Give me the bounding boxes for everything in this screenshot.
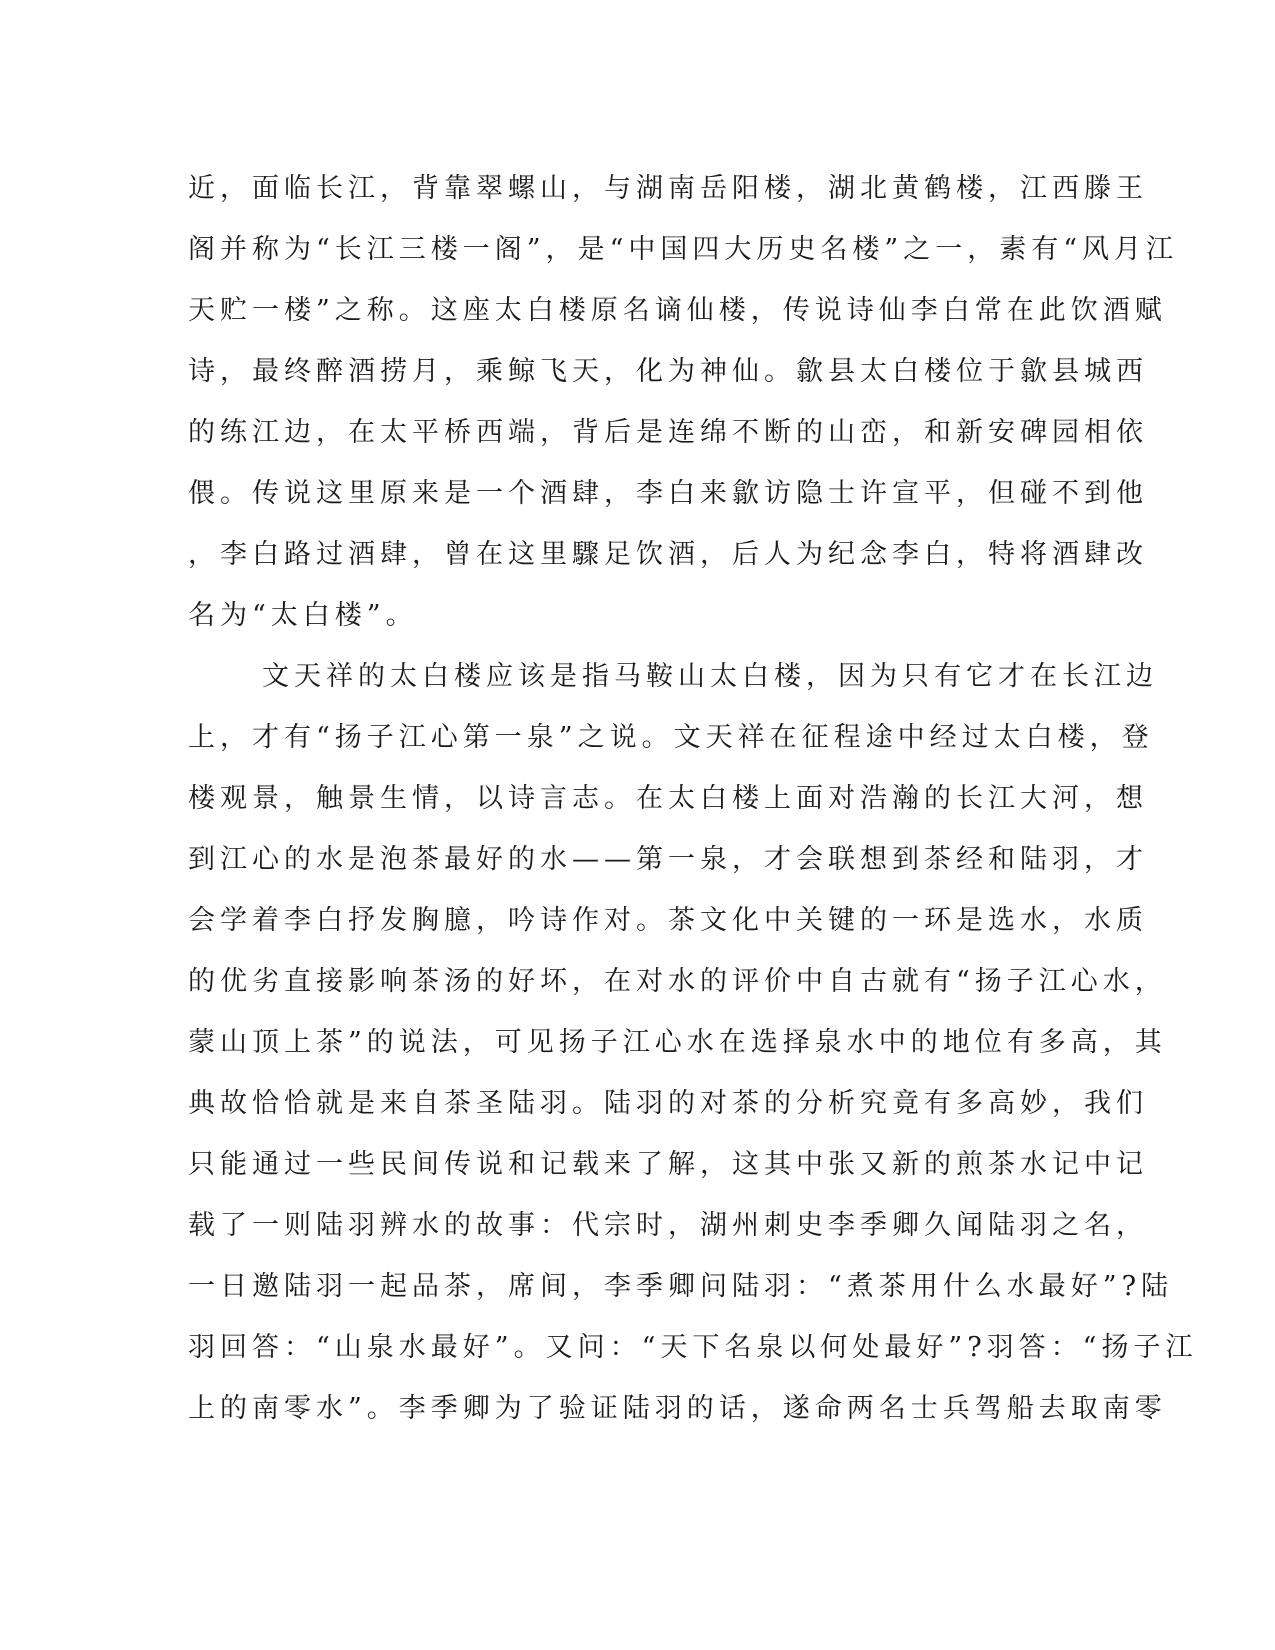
text-line: 上，才有“扬子江心第一泉”之说。文天祥在征程途中经过太白楼，登 [188,722,1154,753]
text-line: 载了一则陆羽辨水的故事：代宗时，湖州刺史李季卿久闻陆羽之名， [188,1210,1148,1241]
text-line: 蒙山顶上茶”的说法，可见扬子江心水在选择泉水中的地位有多高，其 [188,1027,1167,1058]
text-line: 偎。传说这里原来是一个酒肆，李白来歙访隐士许宣平，但碰不到他 [188,478,1148,509]
text-line: 的练江边，在太平桥西端，背后是连绵不断的山峦，和新安碑园相依 [188,417,1148,448]
text-line: 羽回答：“山泉水最好”。又问：“天下名泉以何处最好”?羽答：“扬子江 [188,1332,1198,1363]
text-line: 只能通过一些民间传说和记载来了解，这其中张又新的煎茶水记中记 [188,1149,1148,1180]
text-line: 近，面临长江，背靠翠螺山，与湖南岳阳楼，湖北黄鹤楼，江西滕王 [188,173,1148,204]
text-line: 文天祥的太白楼应该是指马鞍山太白楼，因为只有它才在长江边 [262,661,1158,692]
text-line: 典故恰恰就是来自茶圣陆羽。陆羽的对茶的分析究竟有多高妙，我们 [188,1088,1148,1119]
text-line: 名为“太白楼”。 [188,600,418,631]
text-line: 楼观景，触景生情，以诗言志。在太白楼上面对浩瀚的长江大河，想 [188,783,1148,814]
text-line: 阁并称为“长江三楼一阁”，是“中国四大历史名楼”之一，素有“风月江 [188,234,1179,265]
text-line: 诗，最终醉酒捞月，乘鲸飞天，化为神仙。歙县太白楼位于歙县城西 [188,356,1148,387]
text-line: ，李白路过酒肆，曾在这里驟足饮酒，后人为纪念李白，特将酒肆改 [188,539,1148,570]
paragraph-1 [188,158,1179,646]
text-line: 的优劣直接影响茶汤的好坏，在对水的评价中自古就有“扬子江心水， [188,966,1167,997]
text-line: 到江心的水是泡茶最好的水——第一泉，才会联想到茶经和陆羽，才 [188,844,1148,875]
text-line: 一日邀陆羽一起品茶，席间，李季卿问陆羽：“煮茶用什么水最好”?陆 [188,1271,1174,1302]
text-line: 上的南零水”。李季卿为了验证陆羽的话，遂命两名士兵驾船去取南零 [188,1393,1167,1424]
text-line: 会学着李白抒发胸臆，吟诗作对。茶文化中关键的一环是选水，水质 [188,905,1148,936]
body-text [188,158,1198,1439]
paragraph-2 [188,646,1198,1439]
text-line: 天贮一楼”之称。这座太白楼原名谪仙楼，传说诗仙李白常在此饮酒赋 [188,295,1167,326]
